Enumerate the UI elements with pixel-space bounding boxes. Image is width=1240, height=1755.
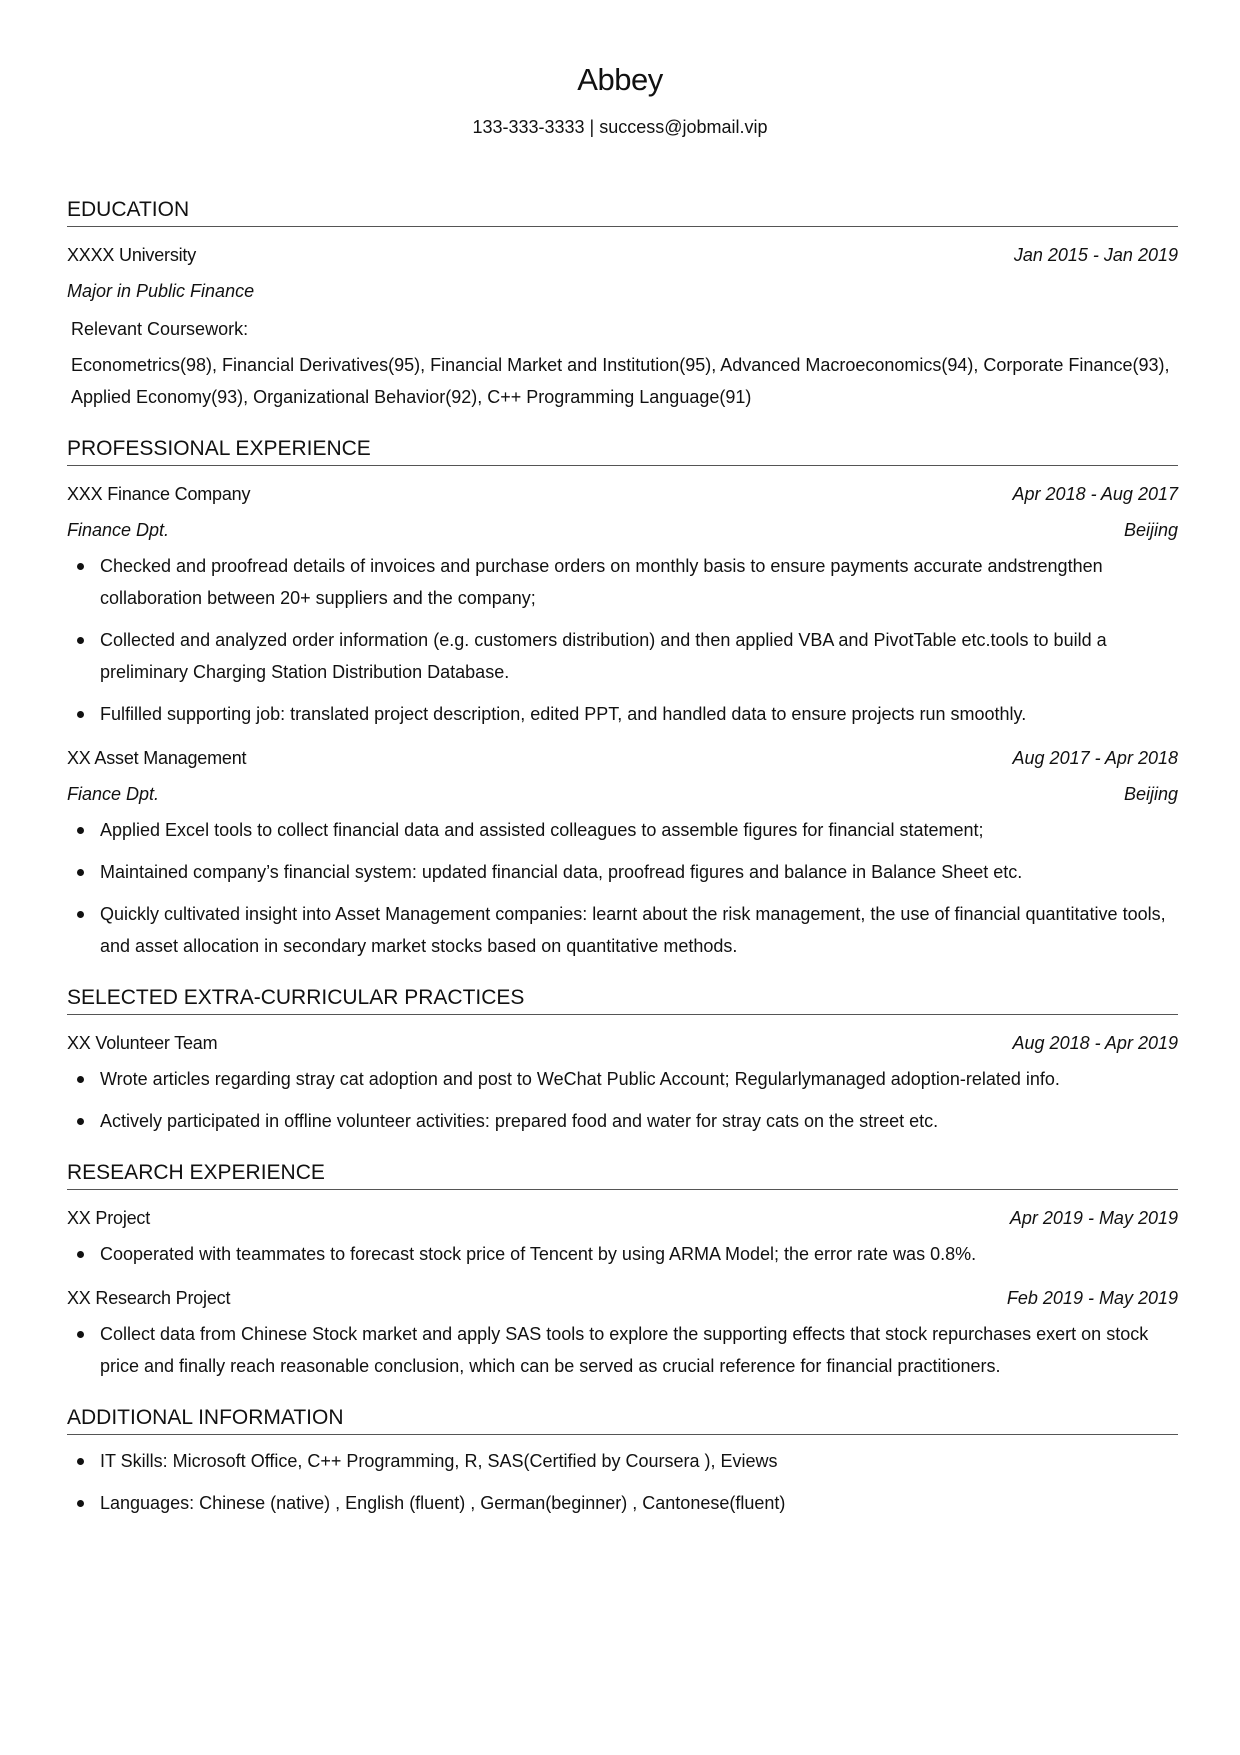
section-title-additional: ADDITIONAL INFORMATION <box>67 1402 1178 1435</box>
company-name: XXX Finance Company <box>67 484 251 504</box>
education-header-row <box>67 237 1178 273</box>
bullet-item: Collected and analyzed order information (e.g. customers distribution) and then applied VBA and PivotTable etc.tools to build a preliminary Charging Station Distribution Database. <box>67 624 1178 688</box>
section-title-education: EDUCATION <box>67 194 1178 227</box>
job-dates: Aug 2017 - Apr 2018 <box>1012 748 1178 768</box>
bullet-item: Actively participated in offline volunteer activities: prepared food and water for stray cats on the street etc. <box>67 1105 1178 1137</box>
experience-section <box>67 433 1178 962</box>
bullet-item: Quickly cultivated insight into Asset Management companies: learnt about the risk management, the use of financial quantitative tools, and asset allocation in secondary market stocks based on quantitative methods. <box>67 898 1178 962</box>
project-bullets <box>67 1318 1178 1382</box>
contact-info: 133-333-3333 | success@jobmail.vip <box>472 117 768 137</box>
project-header-row <box>67 1280 1178 1316</box>
bullet-item: Fulfilled supporting job: translated project description, edited PPT, and handled data to ensure projects run smoothly. <box>67 698 1178 730</box>
extracurricular-section <box>67 982 1178 1137</box>
bullet-item: Languages: Chinese (native) , English (fluent) , German(beginner) , Cantonese(fluent) <box>67 1487 1178 1519</box>
education-major-row <box>67 273 1178 309</box>
job-subheader-row <box>67 776 1178 812</box>
coursework-label: Relevant Coursework: <box>71 319 249 339</box>
coursework-list: Econometrics(98), Financial Derivatives(95), Financial Market and Institution(95), Advanced Macroeconomics(94), Corporate Finance(93), Applied Economy(93), Organizational Behavior(92), C++ Programming Language(91) <box>71 355 1170 407</box>
department: Fiance Dpt. <box>67 784 160 804</box>
education-dates: Jan 2015 - Jan 2019 <box>1013 245 1178 265</box>
bullet-item: Maintained company’s financial system: updated financial data, proofread figures and balance in Balance Sheet etc. <box>67 856 1178 888</box>
job-header-row <box>67 740 1178 776</box>
bullet-item: Collect data from Chinese Stock market and apply SAS tools to explore the supporting effects that stock repurchases exert on stock price and finally reach reasonable conclusion, which can be served as crucial reference for financial practitioners. <box>67 1318 1178 1382</box>
organization-name: XX Volunteer Team <box>67 1033 218 1053</box>
job-bullets <box>67 814 1178 962</box>
job-location: Beijing <box>1123 520 1178 540</box>
project-header-row <box>67 1200 1178 1236</box>
job-entry <box>67 476 1178 730</box>
job-entry <box>67 740 1178 962</box>
bullet-item: IT Skills: Microsoft Office, C++ Programming, R, SAS(Certified by Coursera ), Eviews <box>67 1445 1178 1477</box>
section-title-experience: PROFESSIONAL EXPERIENCE <box>67 433 1178 466</box>
major: Major in Public Finance <box>67 281 255 301</box>
additional-bullets <box>67 1445 1178 1519</box>
candidate-name: Abbey <box>577 62 663 97</box>
extracurricular-header-row <box>67 1025 1178 1061</box>
additional-section <box>67 1402 1178 1519</box>
section-title-extracurricular: SELECTED EXTRA-CURRICULAR PRACTICES <box>67 982 1178 1015</box>
job-subheader-row <box>67 512 1178 548</box>
project-bullets <box>67 1238 1178 1270</box>
bullet-item: Wrote articles regarding stray cat adoption and post to WeChat Public Account; Regularlymanaged adoption-related info. <box>67 1063 1178 1095</box>
bullet-item: Applied Excel tools to collect financial data and assisted colleagues to assemble figures for financial statement; <box>67 814 1178 846</box>
school-name: XXXX University <box>67 245 197 265</box>
resume-content <box>67 194 1178 1539</box>
bullet-item: Cooperated with teammates to forecast stock price of Tencent by using ARMA Model; the error rate was 0.8%. <box>67 1238 1178 1270</box>
company-name: XX Asset Management <box>67 748 247 768</box>
project-name: XX Project <box>67 1208 151 1228</box>
job-dates: Apr 2018 - Aug 2017 <box>1012 484 1178 504</box>
project-dates: Feb 2019 - May 2019 <box>1006 1288 1178 1308</box>
bullet-item: Checked and proofread details of invoices and purchase orders on monthly basis to ensure payments accurate andstrengthen collaboration between 20+ suppliers and the company; <box>67 550 1178 614</box>
project-name: XX Research Project <box>67 1288 231 1308</box>
department: Finance Dpt. <box>67 520 170 540</box>
job-bullets <box>67 550 1178 730</box>
extracurricular-bullets <box>67 1063 1178 1137</box>
research-section <box>67 1157 1178 1382</box>
project-dates: Apr 2019 - May 2019 <box>1009 1208 1178 1228</box>
education-section <box>67 194 1178 413</box>
extracurricular-dates: Aug 2018 - Apr 2019 <box>1012 1033 1178 1053</box>
section-title-research: RESEARCH EXPERIENCE <box>67 1157 1178 1190</box>
job-location: Beijing <box>1123 784 1178 804</box>
job-header-row <box>67 476 1178 512</box>
